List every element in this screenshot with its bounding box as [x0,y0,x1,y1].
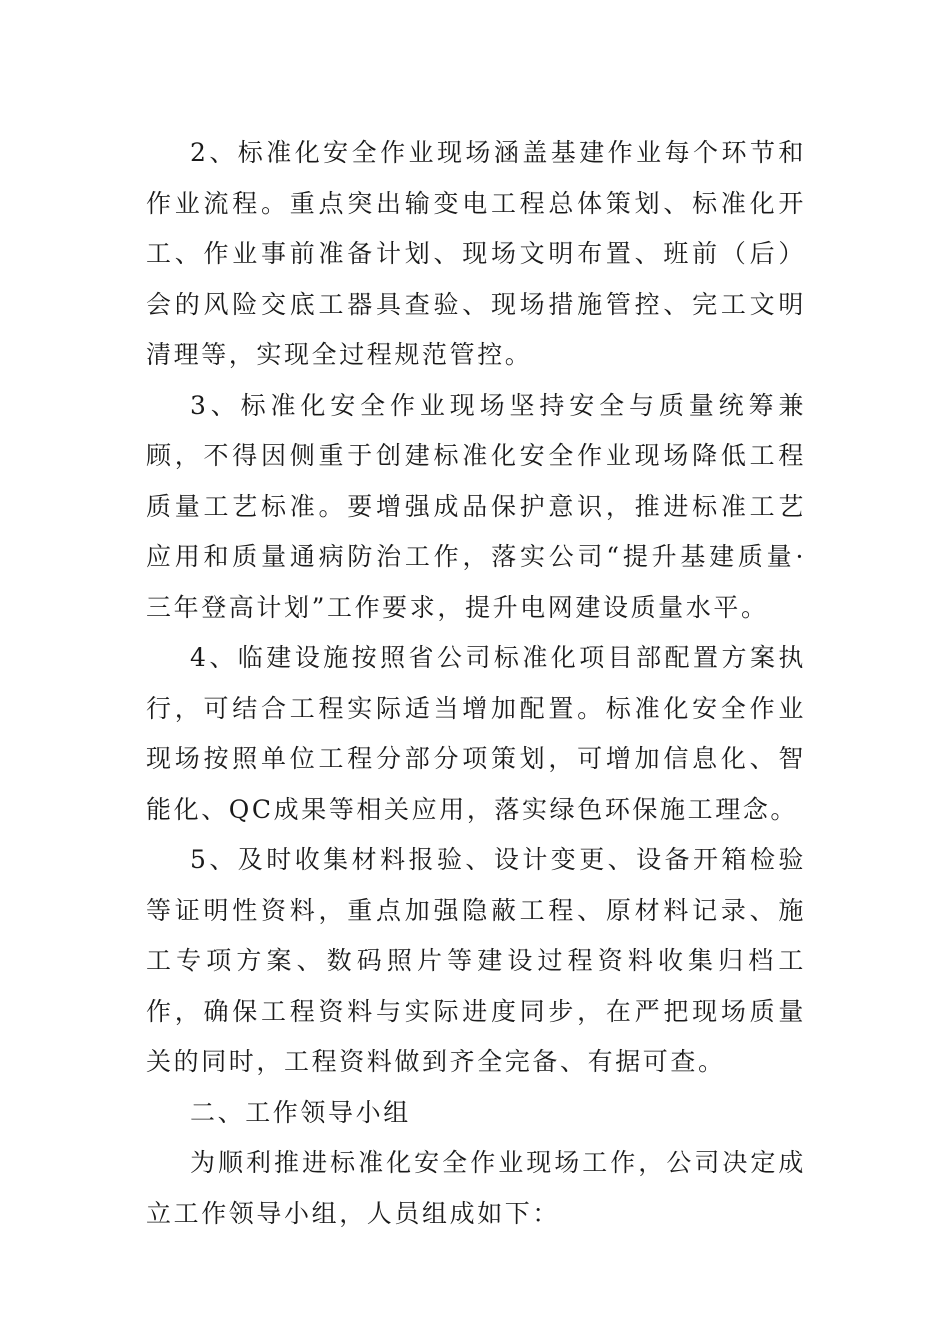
paragraph-item-4: 4、临建设施按照省公司标准化项目部配置方案执行，可结合工程实际适当增加配置。标准化安全作业现场按照单位工程分部分项策划，可增加信息化、智能化、QC成果等相关应用，落实绿色环保施工理念。 [146,643,806,824]
paragraph-item-5: 5、及时收集材料报验、设计变更、设备开箱检验等证明性资料，重点加强隐蔽工程、原材料记录、施工专项方案、数码照片等建设过程资料收集归档工作，确保工程资料与实际进度同步，在严把现场质量关的同时，工程资料做到齐全完备、有据可查。 [146,845,806,1076]
paragraph-item-2: 2、标准化安全作业现场涵盖基建作业每个环节和作业流程。重点突出输变电工程总体策划、标准化开工、作业事前准备计划、现场文明布置、班前（后）会的风险交底工器具查验、现场措施管控、完工文明清理等，实现全过程规范管控。 [146,138,806,369]
closing-paragraph: 为顺利推进标准化安全作业现场工作，公司决定成立工作领导小组，人员组成如下： [146,1148,806,1228]
paragraph-item-3: 3、标准化安全作业现场坚持安全与质量统筹兼顾，不得因侧重于创建标准化安全作业现场降低工程质量工艺标准。要增强成品保护意识，推进标准工艺应用和质量通病防治工作，落实公司“提升基建质量·三年登高计划”工作要求，提升电网建设质量水平。 [146,390,806,622]
section-heading: 二、工作领导小组 [190,1097,411,1127]
document-body [146,128,806,1239]
